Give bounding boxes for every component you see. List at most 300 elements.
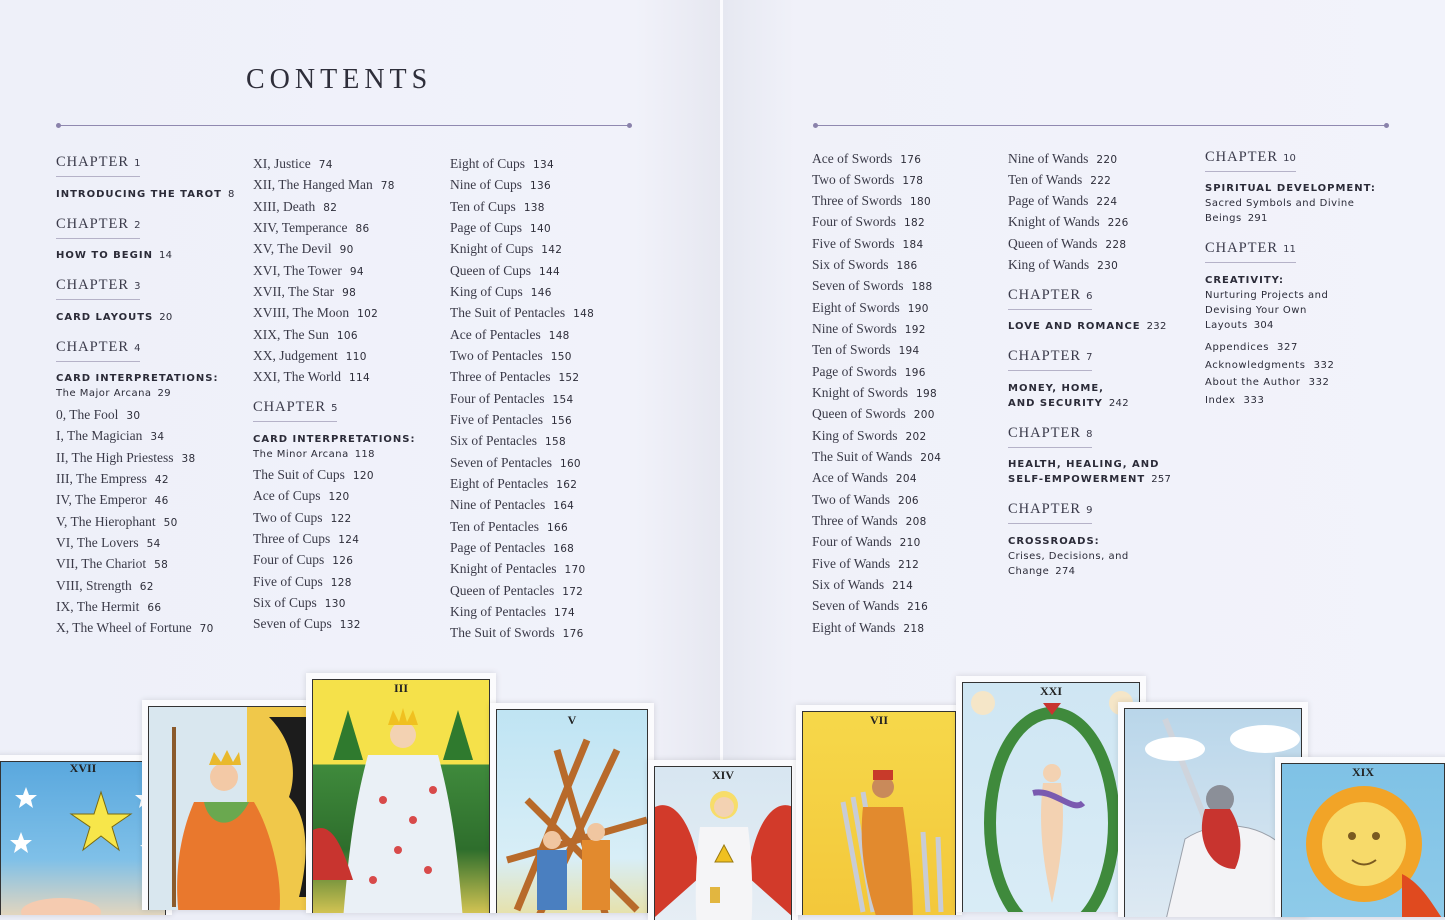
toc-entry[interactable] [253,347,367,365]
chapter-number: 2 [134,220,141,231]
toc-entry[interactable] [56,427,164,445]
card-art [654,766,792,920]
page-number: 70 [199,623,214,635]
toc-entry[interactable] [812,192,931,210]
page-number: 78 [380,180,395,192]
chapter-word: CHAPTER [1008,348,1082,364]
toc-entry[interactable] [56,491,169,509]
chapter-title-text: CARD INTERPRETATIONS: [253,434,416,445]
toc-entry[interactable] [253,176,395,194]
page-number: 46 [154,495,169,507]
toc-entry[interactable] [253,615,361,633]
page-number: 332 [1313,360,1335,371]
page-number: 90 [339,244,354,256]
entry-name: About the Author [1205,377,1301,388]
toc-entry[interactable] [253,326,358,344]
toc-entry[interactable] [812,448,941,466]
chapter-title-11[interactable] [1205,273,1328,333]
entry-name: Two of Pentacles [450,348,543,363]
entry-name: Page of Cups [450,220,522,235]
toc-entry[interactable] [450,368,579,386]
toc-entry[interactable] [1008,213,1129,231]
page-number: 327 [1277,342,1298,353]
chapter-title-4[interactable] [56,371,218,401]
chapter-word: CHAPTER [1205,149,1279,165]
page-number: 82 [323,202,338,214]
page-number: 180 [909,196,931,208]
toc-entry[interactable] [253,573,352,591]
page-number: 178 [902,175,924,187]
page-number: 228 [1105,239,1127,251]
tarot-card-row [0,660,1445,904]
entry-name: II, The High Priestess [56,450,174,465]
page-number: 150 [550,351,572,363]
entry-name: Queen of Swords [812,406,906,421]
chapter-title-text: CARD INTERPRETATIONS: [56,373,219,384]
page-number: 204 [920,452,942,464]
card-art [802,711,956,915]
chapter-word: CHAPTER [56,216,130,232]
entry-name: III, The Empress [56,471,147,486]
entry-name: Queen of Wands [1008,236,1098,251]
chapter-title-text: HOW TO BEGIN [56,250,153,261]
page-number: 214 [892,580,914,592]
entry-name: King of Wands [1008,257,1090,272]
entry-name: Nine of Swords [812,321,897,336]
page-number: 86 [355,223,370,235]
chapter-heading-2[interactable] [56,216,140,239]
page-number: 166 [547,522,568,534]
toc-entry[interactable] [253,283,356,301]
toc-entry[interactable] [1008,192,1117,210]
chapter-title-10[interactable] [1205,181,1376,226]
entry-name: IX, The Hermit [56,599,140,614]
page-number: 128 [330,577,352,589]
toc-entry[interactable] [56,577,154,595]
entry-name: Five of Swords [812,236,895,251]
card-art [148,706,328,910]
chapter-number: 3 [134,281,141,292]
entry-name: Page of Pentacles [450,540,546,555]
toc-entry[interactable] [1008,235,1126,253]
toc-entry[interactable] [450,347,572,365]
page-number: 62 [139,581,154,593]
toc-entry[interactable] [450,304,594,322]
toc-entry[interactable] [450,155,554,173]
chapter-number: 9 [1086,505,1093,516]
toc-entry[interactable] [253,530,359,548]
chapter-title-text: HEALTH, HEALING, AND [1008,459,1160,470]
entry-name: Ace of Swords [812,151,893,166]
page-number: 291 [1247,213,1268,224]
page-number: 66 [147,602,162,614]
toc-entry[interactable] [812,427,926,445]
toc-entry[interactable] [450,475,577,493]
toc-entry[interactable] [812,363,926,381]
seven-of-swords-illustration [803,712,956,915]
toc-entry[interactable] [812,256,917,274]
toc-entry[interactable] [253,262,364,280]
chapter-word: CHAPTER [56,339,130,355]
page-number: 333 [1243,395,1265,406]
toc-entry[interactable] [56,449,195,467]
toc-entry[interactable] [812,277,932,295]
tarot-card-five-of-wands [490,703,654,913]
page-number: 172 [562,586,584,598]
page-number: 196 [904,367,926,379]
page-number: 154 [552,394,574,406]
toc-entry[interactable] [253,240,354,258]
tarot-card-temperance [648,760,798,920]
toc-entry[interactable] [450,624,584,642]
page-number: 58 [154,559,169,571]
toc-entry[interactable] [1008,171,1111,189]
toc-entry[interactable] [450,582,583,600]
chapter-number: 10 [1283,153,1296,164]
page-number: 198 [916,388,937,400]
toc-entry[interactable] [812,469,917,487]
entry-name: Six of Wands [812,577,885,592]
toc-entry[interactable] [450,326,570,344]
page-number: 142 [541,244,563,256]
toc-entry[interactable] [812,213,925,231]
chapter-word: CHAPTER [1205,240,1279,256]
page-number: 130 [324,598,346,610]
toc-entry[interactable] [450,240,562,258]
chapter-title-8[interactable] [1008,457,1171,487]
toc-entry[interactable] [56,555,168,573]
page-number: 242 [1108,398,1129,409]
chapter-heading-10[interactable] [1205,149,1296,172]
page-number: 202 [905,431,927,443]
title-rule-right [815,125,1387,126]
toc-entry[interactable] [56,619,214,637]
page-number: 14 [158,250,173,261]
page-number: 274 [1055,566,1076,577]
entry-name: V, The Hierophant [56,514,156,529]
toc-entry[interactable] [812,299,929,317]
toc-entry[interactable] [450,390,573,408]
toc-entry[interactable] [812,341,920,359]
toc-entry[interactable] [56,534,161,552]
entry-name: Three of Wands [812,513,898,528]
page-number: 156 [550,415,572,427]
page-number: 332 [1308,377,1330,388]
king-illustration [149,707,328,910]
chapter-title-2[interactable] [56,248,172,263]
chapter-title-text: LOVE AND ROMANCE [1008,321,1141,332]
page-number: 138 [523,202,545,214]
entry-name: Ten of Wands [1008,172,1083,187]
page-number: 186 [896,260,918,272]
card-art [496,709,648,913]
toc-entry[interactable] [812,597,928,615]
toc-entry[interactable] [253,304,378,322]
chapter-subtitle-2: Devising Your Own [1205,305,1307,316]
chapter-heading-6[interactable] [1008,287,1092,310]
chapter-word: CHAPTER [1008,425,1082,441]
tarot-card-sun [1275,757,1445,917]
entry-name: I, The Magician [56,428,143,443]
tarot-card-empress [306,673,496,913]
page-number: 164 [553,500,575,512]
chapter-title-5[interactable] [253,432,415,462]
chapter-heading-8[interactable] [1008,425,1092,448]
entry-name: XII, The Hanged Man [253,177,373,192]
toc-entry[interactable] [450,539,574,557]
entry-name: VI, The Lovers [56,535,139,550]
toc-entry[interactable] [450,454,581,472]
page-number: 120 [328,491,350,503]
entry-name: Seven of Swords [812,278,904,293]
chapter-number: 4 [134,343,141,354]
chapter-title-text: INTRODUCING THE TAROT [56,189,222,200]
chapter-title-6[interactable] [1008,319,1167,334]
chapter-subtitle-2: Change [1008,566,1050,577]
toc-entry[interactable] [450,411,572,429]
entry-name: VIII, Strength [56,578,132,593]
chapter-title-1[interactable] [56,187,235,202]
entry-name: The Suit of Swords [450,625,555,640]
card-numeral: III [393,681,408,695]
entry-name: Nine of Wands [1008,151,1089,166]
page-number: 226 [1107,217,1129,229]
card-numeral: V [567,713,577,727]
page-number: 188 [911,281,933,293]
toc-entry[interactable] [450,198,545,216]
toc-entry[interactable] [450,560,585,578]
chapter-subtitle-3: Layouts [1205,320,1248,331]
chapter-title-7[interactable] [1008,381,1129,411]
toc-entry[interactable] [253,155,333,173]
card-numeral: VII [869,713,888,727]
toc-entry[interactable] [450,176,551,194]
chapter-number: 5 [331,403,338,414]
entry-name: XX, Judgement [253,348,338,363]
toc-entry[interactable] [450,603,575,621]
chapter-title-text: CREATIVITY: [1205,275,1285,286]
page-number: 184 [902,239,924,251]
page-number: 190 [907,303,929,315]
page-number: 220 [1096,154,1118,166]
entry-name: Queen of Pentacles [450,583,555,598]
toc-entry[interactable] [56,406,140,424]
chapter-subtitle-2: Beings [1205,213,1242,224]
entry-name: Page of Swords [812,364,897,379]
chapter-title-text: SPIRITUAL DEVELOPMENT: [1205,183,1376,194]
entry-name: Nine of Pentacles [450,497,546,512]
entry-name: Knight of Pentacles [450,561,557,576]
entry-name: The Suit of Pentacles [450,305,566,320]
entry-name: Six of Swords [812,257,889,272]
page-number: 74 [318,159,333,171]
page-number: 168 [553,543,575,555]
page-number: 30 [126,410,141,422]
page-number: 102 [357,308,379,320]
toc-entry[interactable] [56,513,178,531]
chapter-heading-5[interactable] [253,399,337,422]
page-number: 230 [1097,260,1119,272]
toc-entry[interactable] [253,198,337,216]
page-number: 8 [227,189,235,200]
chapter-title-3[interactable] [56,310,173,325]
toc-entry[interactable] [812,619,924,637]
page-number: 182 [904,217,925,229]
page-number: 218 [903,623,925,635]
toc-entry[interactable] [253,551,353,569]
entry-name: Ten of Cups [450,199,516,214]
card-numeral: XIX [1351,765,1374,779]
chapter-heading-7[interactable] [1008,348,1092,371]
chapter-subtitle: Crises, Decisions, and [1008,551,1129,562]
toc-entry[interactable] [450,219,551,237]
card-numeral: XIV [711,768,734,782]
page-number: 148 [548,330,570,342]
page-number: 176 [900,154,922,166]
chapter-heading-1[interactable] [56,154,140,177]
page-number: 204 [895,473,917,485]
card-numeral: XVII [69,761,97,775]
toc-entry[interactable] [253,368,370,386]
chapter-heading-4[interactable] [56,339,140,362]
entry-name: Eight of Swords [812,300,900,315]
temperance-illustration [655,767,792,920]
toc-entry[interactable] [253,487,349,505]
card-art [962,682,1140,912]
toc-entry[interactable] [812,150,921,168]
card-art [1281,763,1445,917]
entry-name: Knight of Wands [1008,214,1100,229]
toc-entry[interactable] [253,594,346,612]
toc-entry[interactable] [56,470,169,488]
page-number: 257 [1151,474,1172,485]
page-number: 152 [558,372,580,384]
toc-entry[interactable] [812,576,913,594]
page-number: 42 [154,474,169,486]
entry-name: XVI, The Tower [253,263,342,278]
page-number: 134 [533,159,554,171]
sun-illustration [1282,764,1445,917]
page-number: 124 [338,534,360,546]
page-number: 98 [342,287,357,299]
toc-entry[interactable] [450,283,552,301]
page-number: 208 [905,516,927,528]
entry-name: The Suit of Cups [253,467,345,482]
page-number: 160 [559,458,581,470]
toc-entry[interactable] [812,533,921,551]
entry-name: Four of Wands [812,534,892,549]
entry-name: Five of Cups [253,574,323,589]
page-number: 122 [330,513,352,525]
page-number: 148 [573,308,595,320]
toc-entry[interactable] [253,509,352,527]
entry-name: Knight of Swords [812,385,909,400]
world-illustration [963,683,1140,912]
entry-name: Eight of Cups [450,156,526,171]
back-matter-acknowledgments[interactable] [1205,360,1334,371]
page-number: 106 [336,330,358,342]
entry-name: Ace of Cups [253,488,321,503]
page-number: 224 [1096,196,1118,208]
chapter-heading-11[interactable] [1205,240,1296,263]
toc-entry[interactable] [1008,150,1117,168]
entry-name: Ten of Pentacles [450,519,540,534]
page-number: 120 [352,470,374,482]
toc-entry[interactable] [812,512,927,530]
toc-entry[interactable] [812,491,919,509]
page-number: 54 [146,538,161,550]
page-number: 34 [150,431,165,443]
page-number: 38 [181,453,196,465]
entry-name: IV, The Emperor [56,492,147,507]
toc-entry[interactable] [1008,256,1118,274]
page-number: 200 [913,409,935,421]
chapter-word: CHAPTER [56,277,130,293]
toc-entry[interactable] [812,555,919,573]
entry-name: XIV, Temperance [253,220,348,235]
toc-entry[interactable] [812,384,937,402]
entry-name: Three of Cups [253,531,331,546]
toc-entry[interactable] [812,320,926,338]
page-number: 126 [332,555,354,567]
toc-entry[interactable] [812,235,923,253]
page-title: CONTENTS [246,64,433,95]
page-number: 29 [157,388,171,399]
entry-name: X, The Wheel of Fortune [56,620,192,635]
entry-name: Queen of Cups [450,263,531,278]
chapter-title-9[interactable] [1008,534,1129,579]
chapter-word: CHAPTER [1008,501,1082,517]
back-matter-about-author[interactable] [1205,377,1330,388]
entry-name: Six of Cups [253,595,317,610]
back-matter-index[interactable] [1205,395,1264,406]
toc-entry[interactable] [450,518,568,536]
page-number: 146 [530,287,552,299]
entry-name: Knight of Cups [450,241,534,256]
toc-entry[interactable] [253,219,370,237]
entry-name: Six of Pentacles [450,433,537,448]
page-number: 170 [564,564,586,576]
toc-entry[interactable] [253,466,374,484]
chapter-title-text: CROSSROADS: [1008,536,1100,547]
toc-entry[interactable] [812,171,923,189]
toc-entry[interactable] [56,598,161,616]
toc-entry[interactable] [450,262,560,280]
entry-name: Ace of Wands [812,470,888,485]
page-number: 206 [897,495,919,507]
chapter-title-text-2: AND SECURITY [1008,398,1103,409]
toc-entry[interactable] [450,496,574,514]
chapter-heading-3[interactable] [56,277,140,300]
toc-entry[interactable] [450,432,566,450]
entry-name: Acknowledgments [1205,360,1306,371]
back-matter-appendices[interactable] [1205,342,1298,353]
chapter-heading-9[interactable] [1008,501,1092,524]
entry-name: Four of Pentacles [450,391,545,406]
entry-name: XV, The Devil [253,241,332,256]
page-number: 110 [345,351,367,363]
page-number: 304 [1253,320,1274,331]
empress-illustration [313,680,490,913]
entry-name: Five of Pentacles [450,412,543,427]
toc-entry[interactable] [812,405,935,423]
page-number: 140 [530,223,551,235]
page-number: 144 [539,266,560,278]
entry-name: XI, Justice [253,156,311,171]
entry-name: XIII, Death [253,199,316,214]
card-numeral: XXI [1039,684,1062,698]
entry-name: Two of Wands [812,492,890,507]
